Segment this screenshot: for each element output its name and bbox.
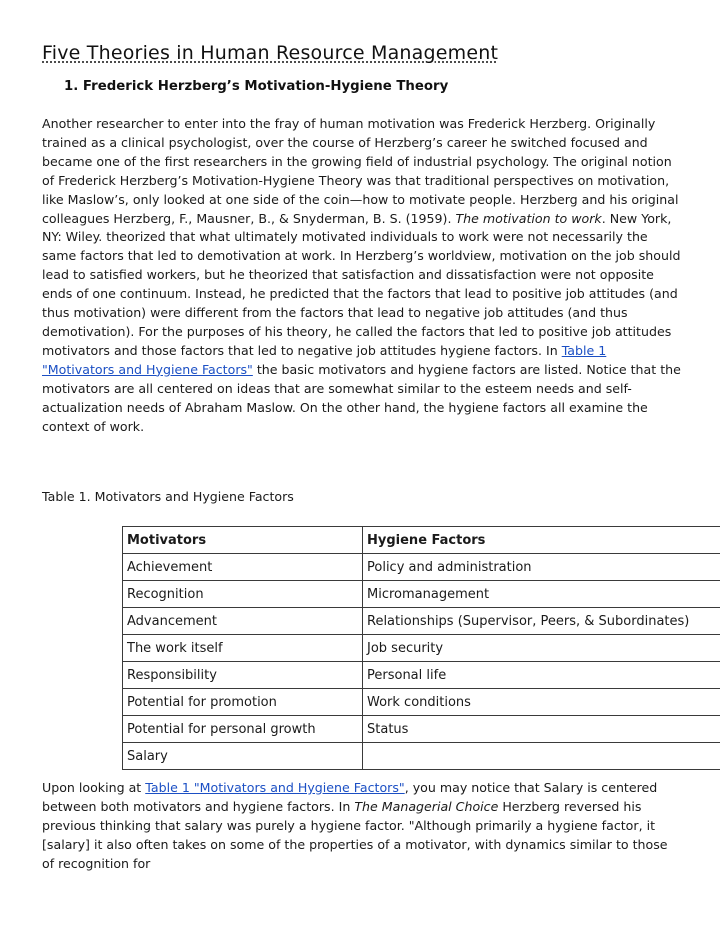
paragraph-text: . New York, NY: Wiley. theorized that what ultimately motivated individuals to work were not necessarily the same factors that led to demotivation at work. In Herzberg’s worldview, motivation on the job should lead to satisfied workers, but he theorized that satisfaction and dissatisfaction were not opposite ends of one continuum. Instead, he predicted that the factors that lead to positive job attitudes (and thus motivation) were different from the factors that lead to negative job attitudes (and thus demotivation). For the purposes of his theory, he called the factors that led to positive job attitudes motivators and those factors that led to negative job attitudes hygiene factors. In xyxy=(42,210,681,358)
paragraph-text: the basic motivators and hygiene factors are listed. Notice that the motivators are all centered on ideas that are somewhat similar to the esteem needs and self-actualization needs of Abraham Maslow. On the other hand, the hygiene factors all examine the context of work. xyxy=(42,361,681,434)
paragraph-salary xyxy=(42,779,682,874)
table-cell: Micromanagement xyxy=(363,581,720,608)
table-1-link[interactable]: Table 1 "Motivators and Hygiene Factors" xyxy=(42,342,607,377)
italic-citation: The motivation to work xyxy=(455,210,602,226)
table-row xyxy=(123,581,720,608)
table-cell: Personal life xyxy=(363,662,720,689)
paragraph-text: Another researcher to enter into the fray of human motivation was Frederick Herzberg. Originally trained as a clinical psychologist, over the course of Herzberg’s career he switched focused and became one of the first researchers in the growing field of industrial psychology. The original notion of Frederick Herzberg’s Motivation-Hygiene Theory was that traditional perspectives on motivation, like Maslow’s, only looked at one side of the coin—how to motivate people. Herzberg and his original colleagues Herzberg, F., Mausner, B., & Snyderman, B. S. (1959). xyxy=(42,116,679,226)
column-header-hygiene-factors: Hygiene Factors xyxy=(363,527,720,554)
table-row xyxy=(123,635,720,662)
paragraph-text: , you may notice that Salary is centered between both motivators and hygiene factors. In xyxy=(42,780,658,814)
document-title: Five Theories in Human Resource Management xyxy=(42,42,499,64)
table-row xyxy=(123,716,720,743)
table-cell: Advancement xyxy=(123,608,363,635)
table-1-link[interactable]: Table 1 "Motivators and Hygiene Factors" xyxy=(145,780,405,795)
table-row xyxy=(123,662,720,689)
table-cell: Recognition xyxy=(123,581,363,608)
paragraph-herzberg-intro xyxy=(42,115,682,436)
table-cell: Work conditions xyxy=(363,689,720,716)
table-cell xyxy=(363,743,720,770)
column-header-motivators: Motivators xyxy=(123,527,363,554)
paragraph-text: Upon looking at xyxy=(42,780,146,795)
table-cell: Job security xyxy=(363,635,720,662)
table-cell: Potential for personal growth xyxy=(123,716,363,743)
table-cell: Responsibility xyxy=(123,662,363,689)
table-row xyxy=(123,743,720,770)
italic-book-title: The Managerial Choice xyxy=(354,798,499,814)
table-caption: Table 1. Motivators and Hygiene Factors xyxy=(42,489,294,504)
table-row xyxy=(123,608,720,635)
table-cell: Status xyxy=(363,716,720,743)
table-cell: Relationships (Supervisor, Peers, & Subordinates) xyxy=(363,608,720,635)
paragraph-text: Herzberg reversed his previous thinking that salary was purely a hygiene factor. "Although primarily a hygiene factor, it [salary] it also often takes on some of the properties of a motivator, with dynamics similar to those of recognition for xyxy=(42,798,668,871)
table-row xyxy=(123,554,720,581)
table-cell: Policy and administration xyxy=(363,554,720,581)
table-cell: Potential for promotion xyxy=(123,689,363,716)
table-cell: Achievement xyxy=(123,554,363,581)
table-row xyxy=(123,689,720,716)
motivators-hygiene-table xyxy=(122,526,720,770)
table-cell: Salary xyxy=(123,743,363,770)
table-cell: The work itself xyxy=(123,635,363,662)
table-header-row xyxy=(123,527,720,554)
section-heading: 1. Frederick Herzberg’s Motivation-Hygiene Theory xyxy=(64,79,449,94)
